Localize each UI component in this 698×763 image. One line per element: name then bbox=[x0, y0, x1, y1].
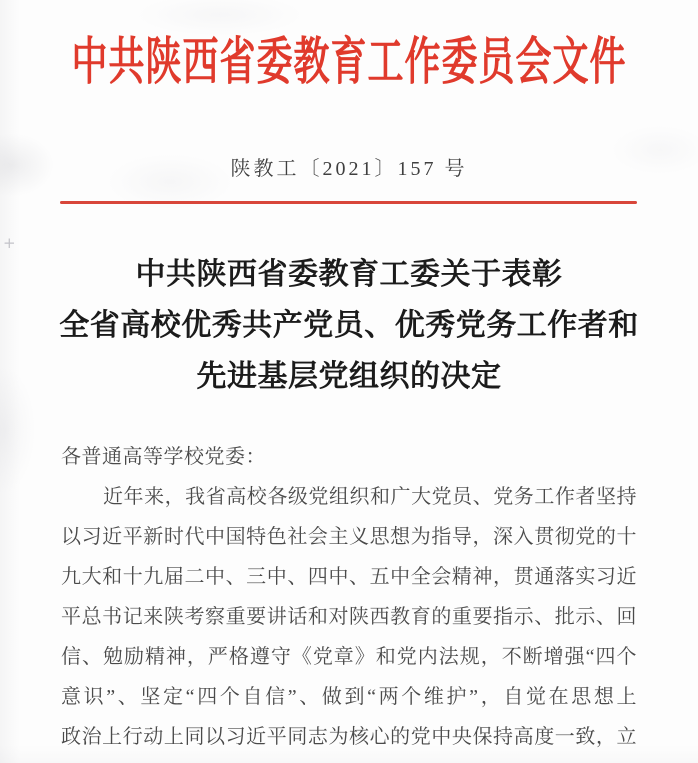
document-body bbox=[61, 437, 637, 757]
salutation: 各普通高等学校党委： bbox=[61, 446, 266, 468]
scan-artifact-plus: + bbox=[3, 234, 16, 252]
document-number: 陕教工〔2021〕157 号 bbox=[230, 158, 468, 180]
body-line: 近年来，我省高校各级党组织和广大党员、党务工作者坚持 bbox=[103, 486, 637, 508]
body-line: 意识”、坚定“四个自信”、做到“两个维护”，自觉在思想上 bbox=[61, 686, 637, 708]
body-line: 九大和十九届二中、三中、四中、五中全会精神，贯通落实习近 bbox=[61, 566, 637, 588]
document-title-line-1: 中共陕西省委教育工委关于表彰 bbox=[135, 258, 563, 291]
document-title-line-3: 先进基层党组织的决定 bbox=[196, 360, 502, 393]
document-header-title: 中共陕西省委教育工作委员会文件 bbox=[71, 33, 627, 91]
body-line: 平总书记来陕考察重要讲话和对陕西教育的重要指示、批示、回 bbox=[61, 606, 637, 628]
body-line: 以习近平新时代中国特色社会主义思想为指导，深入贯彻党的十 bbox=[61, 526, 637, 548]
body-line: 政治上行动上同以习近平同志为核心的党中央保持高度一致，立 bbox=[61, 726, 637, 748]
document-title bbox=[0, 249, 698, 402]
body-line: 信、勉励精神，严格遵守《党章》和党内法规，不断增强“四个 bbox=[61, 646, 637, 668]
red-divider-line bbox=[60, 201, 637, 204]
document-title-line-2: 全省高校优秀共产党员、优秀党务工作者和 bbox=[59, 309, 639, 342]
